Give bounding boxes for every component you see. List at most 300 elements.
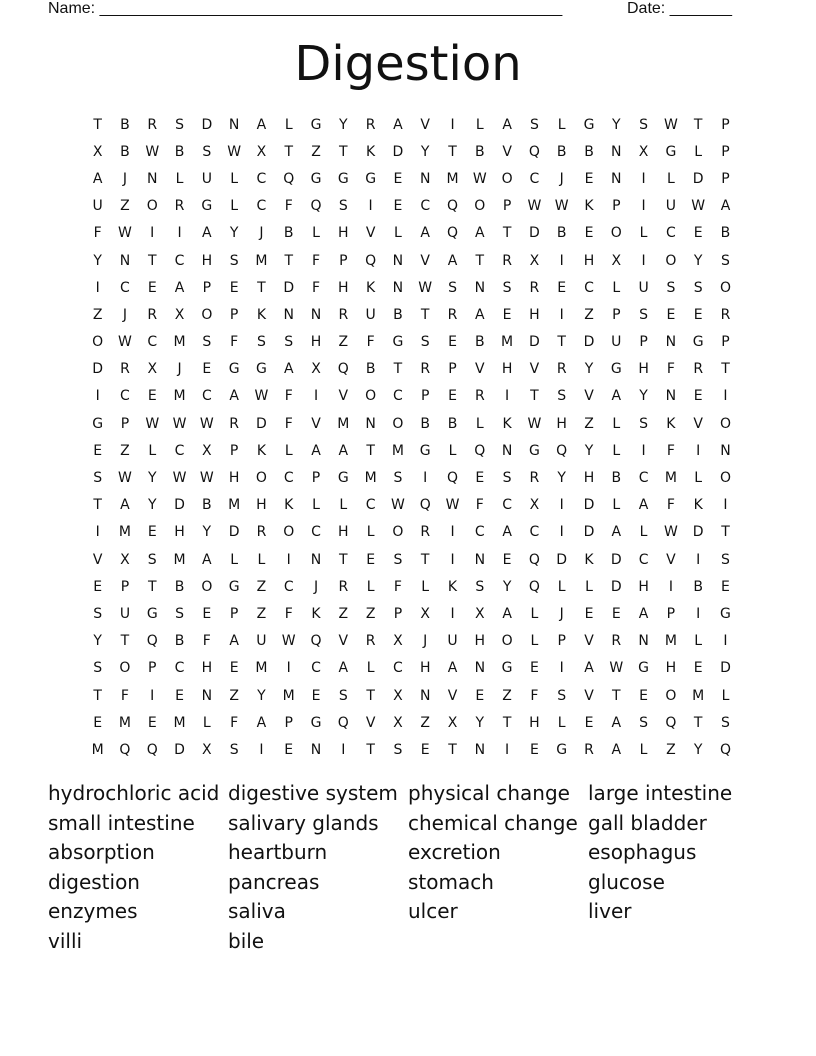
grid-letter: I — [341, 741, 346, 758]
grid-letter: E — [229, 279, 239, 296]
grid-letter: H — [201, 660, 213, 677]
grid-letter: H — [638, 361, 649, 378]
word-bank-item: enzymes — [48, 899, 138, 924]
grid-letter: O — [119, 660, 131, 677]
grid-letter: O — [146, 198, 158, 215]
grid-letter: M — [91, 741, 104, 758]
grid-letter: S — [420, 334, 430, 351]
grid-letter: A — [338, 442, 349, 459]
grid-letter: O — [610, 225, 622, 242]
word-bank-item: gall bladder — [588, 810, 707, 835]
grid-letter: R — [147, 116, 158, 133]
grid-letter: T — [420, 306, 430, 323]
grid-row — [84, 628, 740, 655]
grid-letter: V — [420, 116, 430, 133]
grid-letter: S — [393, 741, 403, 758]
grid-letter: N — [147, 170, 158, 187]
grid-row — [84, 301, 740, 328]
grid-letter: O — [255, 470, 267, 487]
word-bank — [48, 779, 768, 957]
word-bank-item: digestion — [48, 869, 140, 894]
grid-letter: T — [284, 143, 293, 160]
grid-letter: U — [201, 170, 212, 187]
grid-letter: A — [447, 660, 458, 677]
grid-letter: J — [177, 361, 182, 378]
grid-letter: E — [448, 388, 457, 405]
word-bank-item: small intestine — [48, 810, 195, 835]
grid-letter: Q — [719, 741, 731, 758]
grid-letter: E — [475, 470, 485, 487]
grid-letter: Y — [584, 361, 594, 378]
grid-letter: A — [611, 388, 622, 405]
grid-letter: S — [721, 714, 730, 731]
grid-letter: B — [202, 497, 212, 514]
grid-letter: Q — [419, 497, 431, 514]
grid-letter: A — [283, 361, 294, 378]
grid-letter: I — [641, 170, 646, 187]
grid-letter: A — [393, 116, 403, 133]
grid-letter: Q — [119, 741, 131, 758]
grid-letter: L — [612, 279, 621, 296]
grid-letter: V — [584, 687, 594, 704]
grid-letter: Y — [257, 687, 266, 704]
grid-letter: N — [310, 306, 322, 323]
grid-letter: F — [311, 279, 321, 296]
grid-letter: C — [120, 388, 130, 405]
grid-letter: W — [390, 497, 405, 514]
grid-letter: X — [311, 361, 321, 378]
word-bank-item: villi — [48, 928, 83, 953]
grid-letter: E — [147, 388, 157, 405]
grid-letter: R — [147, 306, 158, 323]
grid-row — [84, 356, 740, 383]
grid-letter: C — [584, 279, 594, 296]
grid-letter: E — [420, 741, 430, 758]
word-bank-item: saliva — [228, 899, 286, 924]
grid-letter: D — [720, 660, 731, 677]
grid-letter: F — [666, 442, 675, 459]
grid-letter: W — [199, 415, 214, 432]
grid-letter: F — [284, 388, 293, 405]
grid-letter: H — [583, 470, 595, 487]
grid-letter: C — [174, 442, 185, 459]
grid-letter: L — [284, 116, 293, 133]
grid-letter: Q — [146, 633, 158, 650]
grid-letter: I — [259, 741, 264, 758]
grid-letter: X — [420, 605, 430, 622]
grid-letter: D — [228, 524, 240, 541]
grid-letter: X — [393, 687, 403, 704]
grid-letter: Y — [202, 524, 212, 541]
grid-letter: G — [692, 334, 704, 351]
grid-letter: B — [174, 633, 185, 650]
grid-letter: G — [501, 660, 513, 677]
grid-letter: I — [559, 252, 564, 269]
grid-letter: Q — [310, 633, 322, 650]
grid-letter: E — [693, 660, 703, 677]
grid-letter: I — [450, 524, 455, 541]
grid-letter: M — [173, 714, 186, 731]
grid-letter: N — [392, 279, 404, 296]
grid-letter: T — [420, 551, 430, 568]
grid-letter: L — [148, 442, 157, 459]
grid-letter: C — [147, 334, 158, 351]
grid-letter: T — [721, 524, 730, 541]
grid-letter: M — [391, 442, 404, 459]
grid-letter: E — [93, 442, 103, 459]
grid-letter: T — [502, 225, 512, 242]
grid-letter: I — [286, 660, 291, 677]
grid-letter: T — [120, 633, 130, 650]
grid-letter: L — [257, 551, 266, 568]
grid-letter: G — [392, 334, 404, 351]
grid-row — [84, 519, 740, 546]
grid-letter: L — [230, 198, 239, 215]
word-bank-item: salivary glands — [228, 810, 379, 835]
grid-letter: T — [93, 116, 102, 133]
grid-letter: Q — [556, 442, 568, 459]
grid-letter: X — [475, 605, 485, 622]
grid-letter: F — [202, 633, 211, 650]
grid-letter: P — [120, 578, 130, 595]
grid-letter: E — [311, 687, 321, 704]
grid-letter: R — [529, 279, 540, 296]
grid-letter: G — [146, 605, 158, 622]
grid-letter: X — [202, 442, 212, 459]
grid-letter: T — [475, 252, 485, 269]
grid-letter: J — [313, 578, 319, 595]
grid-letter: B — [120, 116, 130, 133]
grid-letter: Y — [147, 497, 157, 514]
grid-letter: V — [584, 388, 594, 405]
grid-letter: T — [530, 388, 539, 405]
grid-letter: R — [120, 361, 130, 378]
grid-letter: V — [447, 687, 458, 704]
grid-letter: L — [530, 633, 539, 650]
grid-letter: L — [666, 170, 675, 187]
grid-letter: Z — [256, 578, 267, 595]
grid-letter: V — [365, 225, 376, 242]
worksheet-header — [48, 0, 748, 20]
word-bank-column — [588, 779, 768, 957]
grid-letter: S — [256, 334, 266, 351]
grid-letter: E — [693, 388, 703, 405]
grid-letter: I — [641, 252, 646, 269]
grid-letter: Y — [339, 116, 348, 133]
grid-letter: G — [337, 170, 349, 187]
word-bank-item: hydrochloric acid — [48, 781, 220, 805]
grid-letter: K — [666, 415, 676, 432]
grid-letter: X — [393, 714, 403, 731]
grid-letter: Z — [420, 714, 430, 731]
grid-letter: P — [721, 143, 730, 160]
grid-letter: E — [529, 741, 539, 758]
grid-letter: J — [559, 605, 564, 622]
grid-letter: I — [696, 551, 701, 568]
grid-letter: C — [201, 388, 212, 405]
grid-letter: Y — [557, 470, 566, 487]
grid-letter: G — [419, 442, 431, 459]
grid-letter: D — [692, 170, 704, 187]
grid-letter: Y — [693, 741, 703, 758]
grid-letter: I — [696, 442, 701, 459]
grid-letter: L — [694, 470, 703, 487]
grid-letter: G — [228, 578, 240, 595]
grid-row — [84, 247, 740, 274]
grid-letter: U — [365, 306, 376, 323]
grid-letter: L — [557, 116, 566, 133]
grid-letter: M — [173, 334, 186, 351]
grid-letter: N — [501, 442, 513, 459]
grid-letter: Z — [584, 415, 594, 432]
grid-letter: S — [175, 116, 184, 133]
grid-letter: C — [638, 470, 649, 487]
grid-letter: N — [310, 551, 322, 568]
grid-letter: T — [366, 442, 375, 459]
date-field-label: Date: _______ — [627, 0, 732, 17]
grid-letter: Y — [420, 143, 430, 160]
grid-letter: T — [366, 687, 375, 704]
grid-letter: N — [638, 633, 649, 650]
grid-letter: C — [283, 578, 294, 595]
grid-letter: I — [95, 279, 100, 296]
grid-letter: Q — [283, 170, 295, 187]
grid-letter: D — [583, 334, 595, 351]
grid-letter: E — [693, 225, 703, 242]
grid-letter: S — [448, 279, 457, 296]
grid-letter: K — [447, 578, 458, 595]
grid-letter: M — [118, 524, 131, 541]
grid-letter: L — [230, 170, 239, 187]
grid-letter: C — [365, 497, 376, 514]
grid-letter: M — [692, 687, 705, 704]
grid-letter: Y — [93, 252, 102, 269]
grid-letter: M — [173, 388, 186, 405]
grid-letter: G — [610, 361, 622, 378]
grid-letter: U — [638, 279, 649, 296]
grid-letter: A — [502, 116, 512, 133]
grid-letter: S — [639, 714, 649, 731]
grid-letter: E — [147, 524, 157, 541]
grid-letter: P — [721, 116, 730, 133]
grid-letter: L — [448, 442, 457, 459]
grid-letter: X — [611, 252, 622, 269]
grid-letter: R — [420, 524, 431, 541]
grid-letter: C — [174, 660, 185, 677]
grid-letter: E — [366, 551, 376, 568]
grid-letter: V — [338, 388, 349, 405]
grid-letter: E — [584, 225, 594, 242]
grid-letter: V — [365, 714, 376, 731]
grid-letter: T — [693, 714, 703, 731]
grid-letter: D — [256, 415, 267, 432]
grid-letter: I — [450, 551, 455, 568]
word-bank-item: large intestine — [588, 781, 733, 805]
grid-letter: Z — [365, 605, 376, 622]
grid-letter: Q — [446, 198, 459, 215]
grid-letter: T — [612, 687, 621, 704]
grid-letter: I — [505, 741, 510, 758]
grid-letter: R — [611, 633, 622, 650]
grid-letter: Y — [639, 388, 648, 405]
word-bank-item: digestive system — [228, 781, 398, 805]
grid-letter: A — [475, 306, 485, 323]
grid-letter: M — [446, 170, 459, 187]
grid-letter: H — [338, 279, 349, 296]
grid-row — [84, 220, 740, 247]
grid-letter: Y — [229, 225, 239, 242]
grid-letter: F — [666, 497, 675, 514]
grid-letter: L — [585, 578, 593, 595]
grid-letter: Q — [474, 442, 486, 459]
grid-letter: G — [665, 143, 677, 160]
grid-letter: S — [529, 116, 539, 133]
grid-letter: P — [557, 633, 566, 650]
grid-letter: L — [475, 415, 484, 432]
page-title: Digestion — [294, 36, 522, 92]
grid-letter: M — [228, 497, 241, 514]
grid-letter: G — [310, 170, 322, 187]
grid-row — [84, 274, 740, 301]
grid-row — [84, 111, 740, 138]
grid-letter: L — [612, 497, 621, 514]
grid-letter: I — [95, 524, 100, 541]
grid-letter: A — [638, 605, 649, 622]
grid-letter: N — [310, 741, 322, 758]
grid-letter: E — [284, 741, 294, 758]
grid-letter: V — [529, 361, 540, 378]
grid-letter: B — [584, 143, 594, 160]
grid-letter: W — [609, 660, 624, 677]
grid-letter: W — [145, 143, 160, 160]
grid-letter: E — [502, 306, 512, 323]
grid-letter: O — [392, 524, 404, 541]
grid-letter: E — [147, 714, 157, 731]
grid-letter: Z — [311, 143, 321, 160]
grid-letter: P — [339, 252, 348, 269]
grid-letter: S — [639, 116, 649, 133]
grid-row — [84, 600, 740, 627]
grid-letter: X — [529, 252, 540, 269]
grid-letter: S — [393, 551, 403, 568]
grid-letter: O — [392, 415, 404, 432]
word-bank-item: chemical change — [408, 810, 578, 835]
grid-letter: Z — [502, 687, 512, 704]
grid-letter: Z — [120, 198, 130, 215]
grid-letter: H — [174, 524, 185, 541]
grid-row — [84, 193, 740, 220]
grid-letter: E — [93, 578, 103, 595]
grid-letter: V — [92, 551, 103, 568]
grid-letter: D — [610, 551, 622, 568]
grid-letter: F — [284, 198, 293, 215]
grid-letter: L — [366, 578, 375, 595]
grid-letter: I — [313, 388, 319, 405]
word-bank-item: excretion — [408, 840, 501, 865]
grid-letter: D — [610, 578, 622, 595]
grid-letter: Q — [337, 714, 349, 731]
grid-letter: N — [283, 306, 294, 323]
word-bank-column — [228, 779, 408, 957]
grid-letter: X — [120, 551, 130, 568]
grid-letter: P — [612, 306, 621, 323]
grid-letter: H — [583, 252, 595, 269]
grid-letter: R — [338, 306, 349, 323]
grid-letter: O — [501, 633, 513, 650]
grid-letter: K — [284, 497, 294, 514]
grid-letter: J — [122, 170, 128, 187]
grid-letter: Z — [229, 687, 239, 704]
grid-letter: S — [175, 605, 184, 622]
grid-letter: T — [93, 687, 102, 704]
grid-letter: Q — [310, 198, 322, 215]
grid-letter: L — [557, 578, 566, 595]
grid-letter: H — [338, 225, 349, 242]
grid-letter: E — [475, 687, 485, 704]
grid-letter: X — [174, 306, 185, 323]
grid-letter: S — [721, 252, 730, 269]
grid-letter: V — [475, 361, 485, 378]
grid-letter: I — [696, 605, 701, 622]
grid-letter: F — [230, 714, 239, 731]
grid-letter: L — [612, 442, 621, 459]
grid-letter: I — [368, 198, 373, 215]
grid-letter: P — [666, 605, 676, 622]
grid-row — [84, 437, 740, 464]
grid-letter: S — [475, 578, 485, 595]
grid-letter: P — [148, 660, 157, 677]
grid-letter: S — [639, 306, 649, 323]
grid-letter: A — [611, 714, 622, 731]
grid-letter: W — [281, 633, 296, 650]
grid-letter: C — [256, 170, 267, 187]
grid-letter: W — [418, 279, 433, 296]
grid-letter: E — [229, 660, 239, 677]
grid-letter: P — [721, 334, 730, 351]
grid-letter: Z — [120, 442, 130, 459]
grid-letter: T — [693, 116, 703, 133]
grid-letter: A — [720, 198, 731, 215]
grid-letter: D — [283, 279, 295, 296]
grid-letter: G — [337, 470, 349, 487]
grid-row — [84, 682, 740, 709]
grid-letter: W — [527, 415, 542, 432]
grid-letter: H — [529, 714, 540, 731]
grid-letter: V — [502, 143, 512, 160]
grid-letter: Q — [446, 470, 459, 487]
grid-letter: H — [228, 470, 240, 487]
grid-letter: L — [475, 116, 484, 133]
grid-letter: G — [556, 741, 568, 758]
grid-letter: Z — [256, 605, 267, 622]
grid-letter: D — [529, 334, 540, 351]
grid-letter: R — [584, 741, 594, 758]
grid-row — [84, 573, 740, 600]
grid-letter: H — [474, 633, 486, 650]
grid-letter: O — [201, 306, 213, 323]
grid-letter: N — [474, 551, 486, 568]
grid-letter: U — [119, 605, 131, 622]
word-bank-item: stomach — [408, 869, 494, 894]
grid-letter: E — [202, 605, 212, 622]
grid-letter: A — [92, 170, 103, 187]
grid-letter: Q — [528, 143, 540, 160]
grid-letter: C — [529, 524, 540, 541]
grid-letter: S — [502, 470, 512, 487]
grid-letter: D — [92, 361, 104, 378]
grid-letter: L — [639, 524, 648, 541]
grid-letter: S — [393, 470, 403, 487]
